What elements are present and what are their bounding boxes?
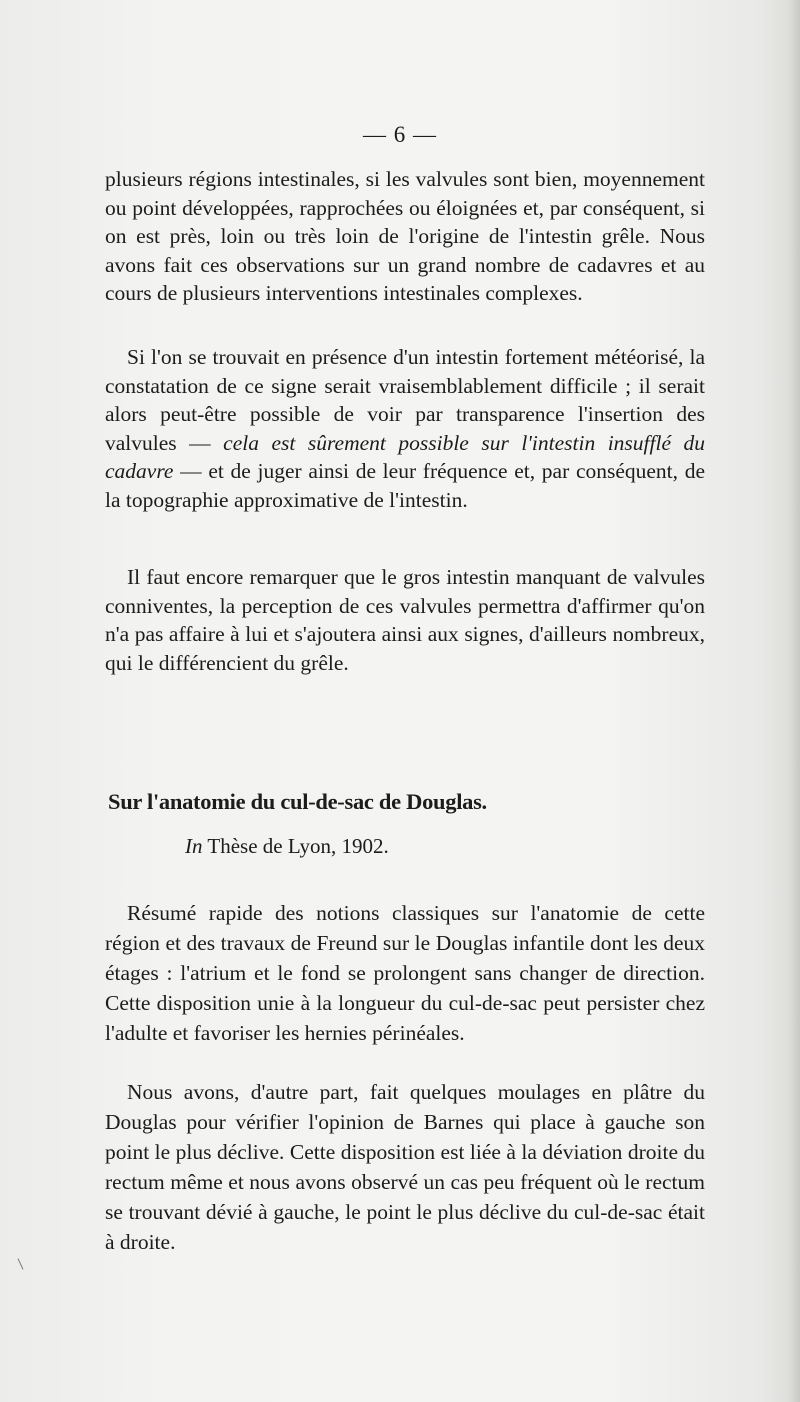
citation xyxy=(185,834,389,859)
paragraph-1: plusieurs régions intestinales, si les valvules sont bien, moyennement ou point développées, rapprochées ou éloignées et, par conséquent, si on est près, loin ou très loin de l'origine de l'intestin grêle. Nous avons fait ces observations sur un grand nombre de cadavres et au cours de plusieurs interventions intestinales complexes. xyxy=(105,167,705,305)
citation-source: Thèse de Lyon, 1902. xyxy=(207,834,389,858)
citation-in: In xyxy=(185,834,203,858)
paragraph-2 xyxy=(105,343,705,514)
paragraph-2-start: Si l'on se trouvait en présence d'un intestin fortement météorisé, la constatation de ce signe serait vraisemblablement difficile ; il serait alors peut-être possible de voir par transparence l'insertion des valvules — xyxy=(105,345,705,455)
page-edge-shadow xyxy=(788,0,800,1402)
section-heading: Sur l'anatomie du cul-de-sac de Douglas. xyxy=(108,789,487,814)
page-number: — 6 — xyxy=(363,122,437,147)
paragraph-2-end: — et de juger ainsi de leur fréquence et, par conséquent, de la topographie approximative de l'intestin. xyxy=(105,459,706,512)
paragraph-3: Il faut encore remarquer que le gros intestin manquant de valvules conniventes, la perception de ces valvules permettra d'affirmer qu'on n'a pas affaire à lui et s'ajoutera ainsi aux signes, d'ailleurs nombreux, qui le différencient du grêle. xyxy=(105,565,705,675)
gutter-mark xyxy=(18,1258,24,1269)
paragraph-4: Résumé rapide des notions classiques sur l'anatomie de cette région et des travaux de Freund sur le Douglas infantile dont les deux étages : l'atrium et le fond se prolongent sans changer de direction. Cette disposition unie à la longueur du cul-de-sac peut persister chez l'adulte et favoriser les hernies périnéales. xyxy=(105,901,705,1045)
paragraph-2-italic: cela est sûrement possible sur l'intestin insufflé du cadavre xyxy=(105,430,705,483)
paragraph-5: Nous avons, d'autre part, fait quelques moulages en plâtre du Douglas pour vérifier l'opinion de Barnes qui place à gauche son point le plus déclive. Cette disposition est liée à la déviation droite du rectum même et nous avons observé un cas peu fréquent où le rectum se trouvant dévié à gauche, le point le plus déclive du cul-de-sac était à droite. xyxy=(105,1080,705,1254)
